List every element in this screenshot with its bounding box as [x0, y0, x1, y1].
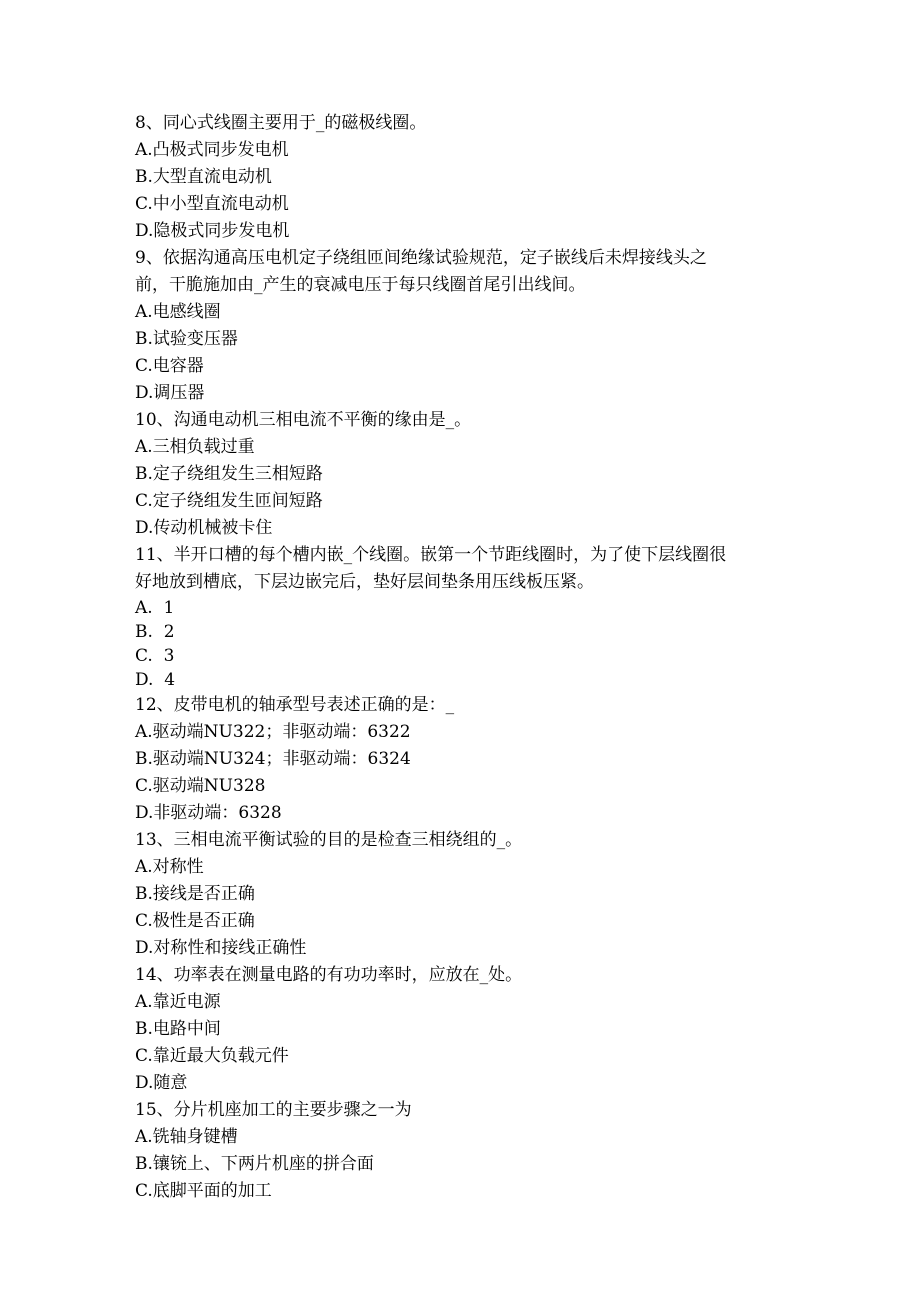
option-d: D.调压器 [135, 383, 205, 403]
option-d: D.非驱动端：6328 [135, 803, 282, 823]
question-stem: 15、分片机座加工的主要步骤之一为 [135, 1100, 412, 1120]
option-c: C.驱动端NU328 [135, 776, 266, 796]
question-8 [135, 110, 785, 245]
question-13 [135, 827, 785, 962]
question-stem-line-1: 9、依据沟通高压电机定子绕组匝间绝缘试验规范，定子嵌线后未焊接线头之 [135, 248, 707, 268]
option-b: B.接线是否正确 [135, 884, 255, 904]
question-9 [135, 245, 785, 407]
question-stem: 13、三相电流平衡试验的目的是检查三相绕组的_。 [135, 830, 523, 850]
question-stem: 10、沟通电动机三相电流不平衡的缘由是_。 [135, 410, 472, 430]
option-d: D.传动机械被卡住 [135, 518, 273, 538]
option-b: B. 2 [135, 622, 175, 642]
option-b: B.大型直流电动机 [135, 167, 272, 187]
question-11 [135, 542, 785, 692]
option-c: C.极性是否正确 [135, 911, 255, 931]
question-15 [135, 1097, 785, 1205]
question-stem: 14、功率表在测量电路的有功功率时，应放在_处。 [135, 965, 523, 985]
option-c: C.电容器 [135, 356, 204, 376]
option-b: B.驱动端NU324；非驱动端：6324 [135, 749, 411, 769]
question-stem: 12、皮带电机的轴承型号表述正确的是：_ [135, 695, 455, 715]
option-c: C. 3 [135, 646, 175, 666]
question-stem: 8、同心式线圈主要用于_的磁极线圈。 [135, 113, 427, 133]
option-c: C.定子绕组发生匝间短路 [135, 491, 323, 511]
option-a: A.凸极式同步发电机 [135, 140, 289, 160]
question-stem-line-2: 前，干脆施加由_产生的衰减电压于每只线圈首尾引出线间。 [135, 275, 586, 295]
option-d: D.对称性和接线正确性 [135, 938, 307, 958]
question-12 [135, 692, 785, 827]
option-a: A.铣轴身键槽 [135, 1127, 238, 1147]
question-14 [135, 962, 785, 1097]
question-10 [135, 407, 785, 542]
option-a: A.电感线圈 [135, 302, 221, 322]
option-a: A.靠近电源 [135, 992, 221, 1012]
option-c: C.靠近最大负载元件 [135, 1046, 289, 1066]
option-c: C.中小型直流电动机 [135, 194, 289, 214]
option-d: D.隐极式同步发电机 [135, 221, 290, 241]
option-a: A.驱动端NU322；非驱动端：6322 [135, 722, 411, 742]
option-c: C.底脚平面的加工 [135, 1181, 272, 1201]
document-page [135, 110, 785, 1205]
question-stem-line-1: 11、半开口槽的每个槽内嵌_个线圈。嵌第一个节距线圈时，为了使下层线圈很 [135, 545, 727, 565]
option-d: D.随意 [135, 1073, 188, 1093]
option-d: D. 4 [135, 670, 176, 690]
option-a: A.三相负载过重 [135, 437, 255, 457]
option-a: A.对称性 [135, 857, 204, 877]
option-a: A. 1 [135, 598, 175, 618]
option-b: B.电路中间 [135, 1019, 221, 1039]
option-b: B.定子绕组发生三相短路 [135, 464, 323, 484]
question-stem-line-2: 好地放到槽底，下层边嵌完后，垫好层间垫条用压线板压紧。 [135, 572, 594, 592]
option-b: B.试验变压器 [135, 329, 238, 349]
option-b: B.镶铳上、下两片机座的拼合面 [135, 1154, 374, 1174]
